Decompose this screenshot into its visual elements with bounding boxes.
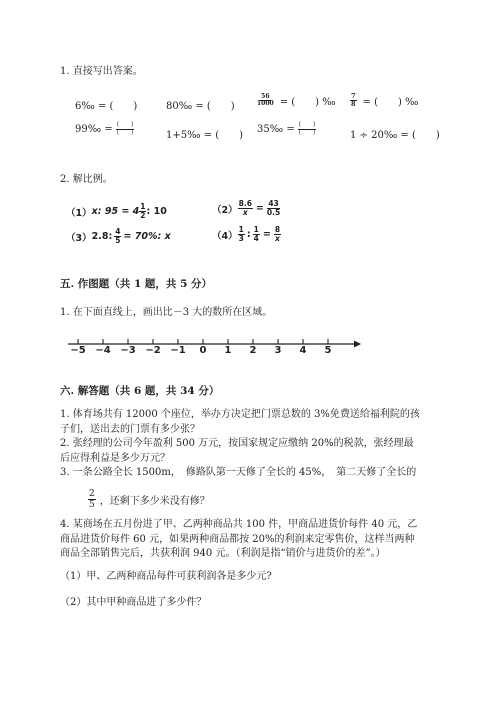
equation [66,228,171,245]
fraction-denominator: 3 [238,234,244,243]
number-line-label: 5 [324,345,332,356]
equals-sign: = [255,203,264,214]
fraction-denominator: 4 [253,234,259,243]
exercise-rest: = ( ) ‰ [362,97,419,108]
colon-sign: : [246,229,251,240]
fraction [350,93,357,108]
equation [212,200,280,217]
fraction-denominator: 2 [140,211,146,220]
equation-label: （4） [212,230,238,242]
number-line-label: −2 [145,345,161,356]
question-continuation [88,489,210,510]
fraction-denominator: x [242,208,248,217]
fraction [274,226,281,243]
question-text: 后应得利益是多少万元？ [60,452,170,464]
fraction-numerator: 7 [351,92,356,100]
question-text: 3. 一条公路全长 1500m， 修路队第一天修了全长的 45%， 第二天修了全长的 [60,467,417,478]
fraction [114,228,121,245]
exercise-rest: = ( ) ‰ [279,97,336,108]
equation-text: x: 95 = 4 [91,206,140,217]
exercise-item: 80‰ = ( ) [166,101,235,112]
fraction-numerator: 56 [261,92,270,100]
fraction-denominator: 1000 [257,100,274,107]
fraction-numerator: 4 [115,227,121,236]
number-line-label: −4 [95,345,111,356]
fraction-denominator: 8 [351,100,356,108]
fraction [88,489,96,510]
question-text: 商品进货价每件 60 元，如果两种商品都按 20%的利润来定零售价，这样当两种 [60,533,415,545]
fraction-numerator: 1 [238,225,244,234]
number-line-label: −5 [70,345,86,356]
exercise-item [257,93,336,108]
question-text: 4. 某商场在五月份进了甲、乙两种商品共 100 件，甲商品进货价每件 40 元，乙 [60,519,418,530]
question-title: 1. 直接写出答案。 [60,66,143,77]
equation-text: : 10 [146,206,167,217]
number-line-label: 2 [249,345,257,356]
fraction-numerator: 2 [89,489,95,499]
question-text: 2. 张经理的公司今年盈利 500 万元，按国家规定应缴纳 20%的税款，张经理最 [60,438,414,449]
fraction [139,203,146,220]
sub-question: （1）甲、乙两种商品每件可获利润各是多少元? [60,571,272,582]
exercise-item [350,93,419,108]
fraction-numerator: 8 [274,225,281,234]
exercise-item: 1 ÷ 20‰ = ( ) [350,130,440,141]
equals-sign: = [262,229,271,240]
section-heading: 五. 作图题（共 1 题，共 5 分） [60,278,213,290]
fraction-numerator: ( ) [298,121,316,128]
exercise-item [257,122,316,136]
fraction-numerator: 8.6 [238,199,252,208]
equation-label: （3） [66,232,92,244]
question-1 [60,408,440,481]
question-4 [60,518,440,562]
question-text: ，还剩下多少米没有修？ [99,496,210,507]
equation-text: 2.8: [91,231,113,242]
equation [66,203,167,220]
fraction [257,94,274,108]
fraction-denominator: 5 [89,500,95,510]
equation-label: （2） [212,204,238,216]
fraction-denominator: 0.5 [266,208,281,217]
fraction-denominator: 5 [115,236,121,245]
fraction-numerator: ( ) [116,121,134,128]
question-text: 1. 在下面直线上，画出比－3 大的数所在区域。 [60,307,273,318]
exercise-item: 6‰ = ( ) [75,101,138,112]
equation-label: （1） [66,207,92,219]
fraction-denominator: x [275,234,280,243]
equation-text: = 70%: x [123,231,171,242]
question-text: 1. 体育场共有 12000 个座位，举办方决定把门票总数的 3%免费送给福利院的孩 [60,409,420,420]
fraction [238,200,253,217]
fraction-numerator: 43 [268,199,279,208]
fraction [253,226,260,243]
fraction-numerator: 1 [253,225,259,234]
fraction [267,200,280,217]
fraction-denominator: ( ) [116,128,134,136]
question-text: 子们，送出去的门票有多少张？ [60,423,200,435]
fraction [238,226,245,243]
fraction-numerator: 1 [140,202,146,211]
number-line-label: −1 [170,345,186,356]
exercise-item [75,122,134,136]
number-line-label: 1 [224,345,232,356]
fraction-blank [116,122,135,136]
exercise-item: 1+5‰ = ( ) [166,130,244,141]
sub-question: （2）其中甲种商品进了多少件？ [60,597,207,608]
number-line-label: −3 [120,345,136,356]
arrow-icon [354,341,361,348]
exercise-prefix: 99‰ = [75,123,113,135]
question-text: 商品全部销售完后，共获利润 940 元。（利润是指“销价与进货价的差”。） [60,548,386,559]
equation [212,226,281,243]
section-heading: 六. 解答题（共 6 题，共 34 分） [60,385,220,397]
fraction-blank [298,122,317,136]
number-line-label: 3 [274,345,282,356]
question-title: 2. 解比例。 [60,174,113,185]
number-line-label: 4 [299,345,307,356]
exercise-prefix: 35‰ = [257,123,295,135]
fraction-denominator: ( ) [298,128,316,136]
number-line-label: 0 [199,345,207,356]
